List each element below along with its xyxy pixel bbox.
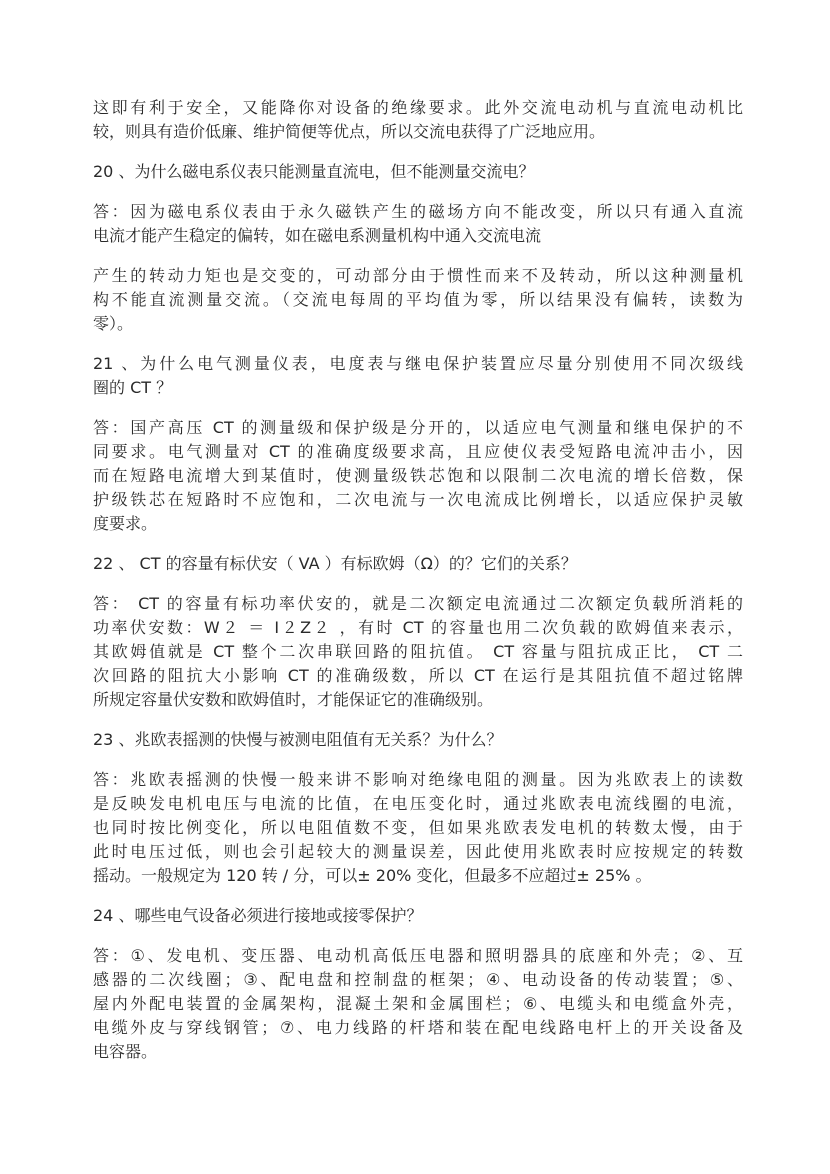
text-line: 感器的二次线圈；③、配电盘和控制盘的框架；④、电动设备的传动装置；⑤、 [93, 970, 743, 989]
text-line: 屋内外配电装置的金属架构，混凝土架和金属围栏；⑥、电缆头和电缆盒外壳， [93, 994, 743, 1013]
paragraph [93, 200, 743, 248]
text-line: 此时电压过低，则也会引起较大的测量误差，因此使用兆欧表时应按规定的转数 [93, 842, 743, 861]
text-line: 24 、哪些电气设备必须进行接地或接零保护？ [93, 906, 423, 925]
paragraph [93, 768, 743, 888]
text-line: 答：国产高压 CT 的测量级和保护级是分开的，以适应电气测量和继电保护的不 [93, 418, 743, 437]
document-page [93, 96, 743, 1080]
text-line: 所规定容量伏安数和欧姆值时，才能保证它的准确级别。 [93, 690, 494, 709]
text-line: 摇动。一般规定为 120 转 / 分，可以± 20% 变化，但最多不应超过± 25% 。 [93, 866, 652, 885]
text-line: 零）。 [93, 314, 134, 333]
text-line: 答：兆欧表摇测的快慢一般来讲不影响对绝缘电阻的测量。因为兆欧表上的读数 [93, 770, 743, 789]
text-line: 而在短路电流增大到某值时，使测量级铁芯饱和以限制二次电流的增长倍数，保 [93, 466, 743, 485]
text-line: 同要求。电气测量对 CT 的准确度级要求高，且应使仪表受短路电流冲击小，因 [93, 442, 743, 461]
paragraph [93, 592, 743, 712]
paragraph [93, 552, 743, 576]
text-line: 电流才能产生稳定的偏转，如在磁电系测量机构中通入交流电流 [93, 226, 542, 245]
paragraph [93, 728, 743, 752]
paragraph [93, 944, 743, 1064]
text-line: 护级铁芯在短路时不应饱和，二次电流与一次电流成比例增长，以适应保护灵敏 [93, 490, 743, 509]
text-line: 构不能直流测量交流。（交流电每周的平均值为零，所以结果没有偏转，读数为 [93, 290, 743, 309]
text-line: 电容器。 [93, 1042, 158, 1061]
text-line: 圈的 CT ？ [93, 378, 173, 397]
text-line: 其欧姆值就是 CT 整个二次串联回路的阻抗值。 CT 容量与阻抗成正比， CT 二 [93, 642, 743, 661]
text-line: 答：①、发电机、变压器、电动机高低压电器和照明器具的底座和外壳；②、互 [93, 946, 743, 965]
text-line: 答：因为磁电系仪表由于永久磁铁产生的磁场方向不能改变，所以只有通入直流 [93, 202, 743, 221]
text-line: 是反映发电机电压与电流的比值，在电压变化时，通过兆欧表电流线圈的电流， [93, 794, 743, 813]
text-line: 功率伏安数：W２ ＝ I２Z２ ，有时 CT 的容量也用二次负载的欧姆值来表示， [93, 618, 743, 637]
paragraph [93, 160, 743, 184]
paragraph [93, 96, 743, 144]
text-line: 也同时按比例变化，所以电阻值数不变，但如果兆欧表发电机的转数太慢，由于 [93, 818, 743, 837]
text-line: 电缆外皮与穿线钢管；⑦、电力线路的杆塔和装在配电线路电杆上的开关设备及 [93, 1018, 743, 1037]
text-line: 22 、 CT 的容量有标伏安（ VA ）有标欧姆（Ω）的？它们的关系？ [93, 554, 577, 573]
text-line: 度要求。 [93, 514, 158, 533]
paragraph [93, 352, 743, 400]
paragraph [93, 264, 743, 336]
text-line: 次回路的阻抗大小影响 CT 的准确级数，所以 CT 在运行是其阻抗值不超过铭牌 [93, 666, 743, 685]
text-line: 21 、为什么电气测量仪表，电度表与继电保护装置应尽量分别使用不同次级线 [93, 354, 743, 373]
text-line: 产生的转动力矩也是交变的，可动部分由于惯性而来不及转动，所以这种测量机 [93, 266, 743, 285]
paragraph [93, 416, 743, 536]
text-line: 答： CT 的容量有标功率伏安的，就是二次额定电流通过二次额定负载所消耗的 [93, 594, 743, 613]
text-line: 这即有利于安全，又能降你对设备的绝缘要求。此外交流电动机与直流电动机比 [93, 98, 743, 117]
text-line: 较，则具有造价低廉、维护简便等优点，所以交流电获得了广泛地应用。 [93, 122, 606, 141]
paragraph [93, 904, 743, 928]
text-line: 23 、兆欧表摇测的快慢与被测电阻值有无关系？为什么？ [93, 730, 503, 749]
text-line: 20 、为什么磁电系仪表只能测量直流电，但不能测量交流电？ [93, 162, 535, 181]
